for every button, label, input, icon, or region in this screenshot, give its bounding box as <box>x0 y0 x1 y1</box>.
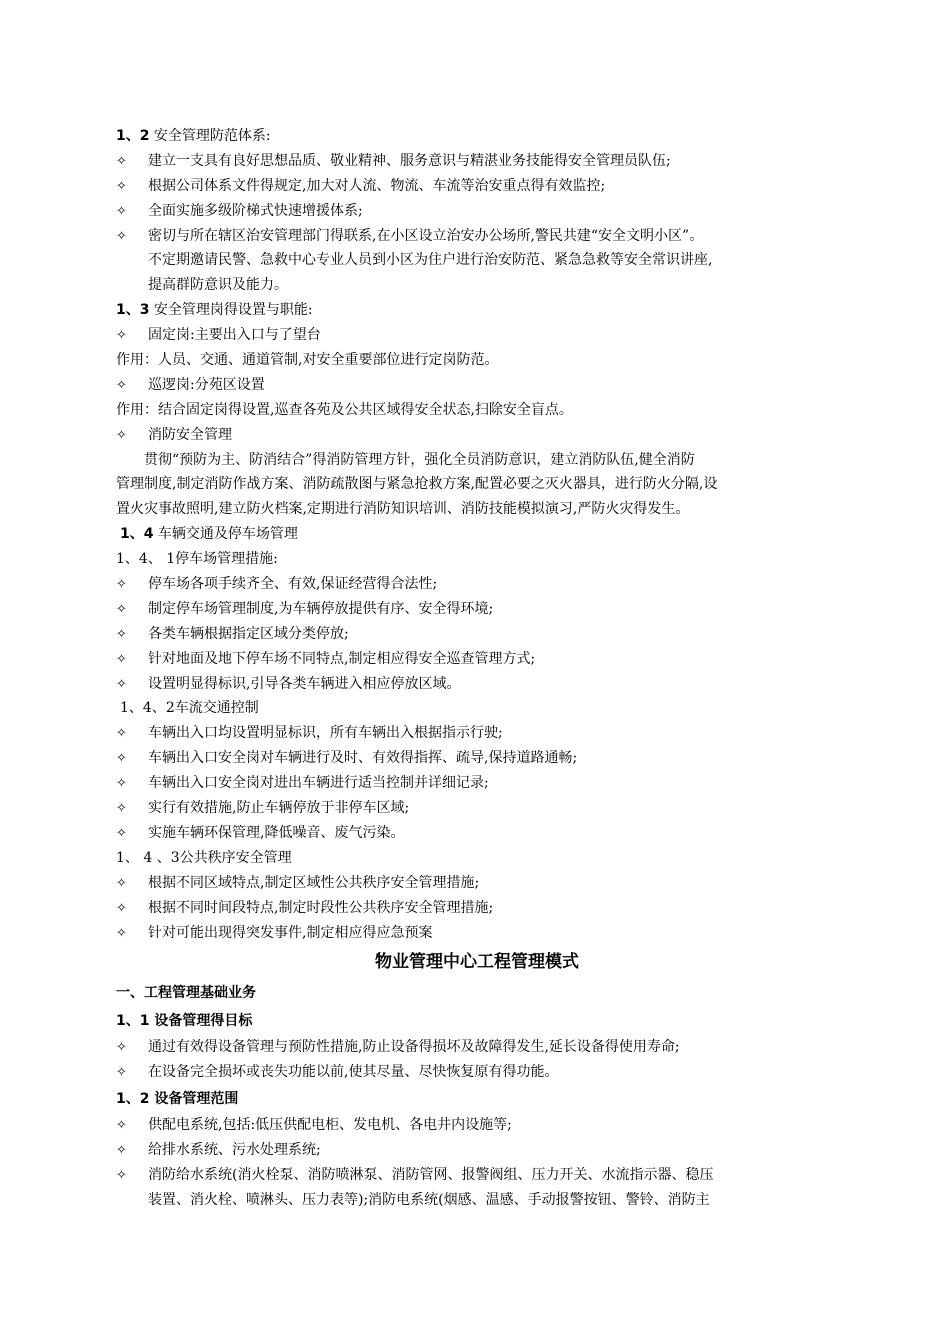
bullet-item <box>116 921 838 946</box>
bullet-item <box>116 647 838 672</box>
heading-number: 1、2 <box>116 128 150 144</box>
continuation-line: 提高群防意识及能力。 <box>148 277 288 294</box>
bullet-text: 固定岗:主要出入口与了望台 <box>148 327 321 344</box>
bullet-icon: ✧ <box>116 178 127 194</box>
bullet-icon: ✧ <box>116 925 127 941</box>
bullet-icon: ✧ <box>116 676 127 692</box>
bullet-text: 供配电系统,包括:低压供配电柜、发电机、各电井内设施等; <box>148 1117 512 1134</box>
bullet-item <box>116 1113 838 1138</box>
bullet-icon: ✧ <box>116 203 127 219</box>
bullet-icon: ✧ <box>116 228 127 244</box>
bullet-icon: ✧ <box>116 427 127 443</box>
bullet-text: 停车场各项手续齐全、有效,保证经营得合法性; <box>148 576 438 593</box>
bullet-icon: ✧ <box>116 776 127 792</box>
bold-heading: 1、2 设备管理范围 <box>116 1091 239 1108</box>
bullet-icon: ✧ <box>116 153 127 169</box>
bullet-text: 建立一支具有良好思想品质、敬业精神、服务意识与精湛业务技能得安全管理员队伍; <box>148 152 671 169</box>
text-line: 置火灾事故照明,建立防火档案,定期进行消防知识培训、消防技能模拟演习,严防火灾得发生。 <box>116 501 690 518</box>
bullet-icon: ✧ <box>116 626 127 642</box>
bullet-text: 各类车辆根据指定区域分类停放; <box>148 625 349 642</box>
bullet-item <box>116 572 838 597</box>
heading-number: 1、4 <box>120 526 154 543</box>
section-heading <box>116 124 838 149</box>
bullet-text: 车辆出入口均设置明显标识，所有车辆出入根据指示行驶; <box>148 725 503 742</box>
bullet-icon: ✧ <box>116 328 127 344</box>
bullet-item <box>116 871 838 896</box>
bullet-item <box>116 622 838 647</box>
bullet-item <box>116 896 838 921</box>
bullet-text: 针对可能出现得突发事件,制定相应得应急预案 <box>148 924 433 941</box>
bullet-item <box>116 1163 838 1188</box>
bullet-text: 车辆出入口安全岗对进出车辆进行适当控制并详细记录; <box>148 775 489 792</box>
bullet-icon: ✧ <box>116 377 127 393</box>
bullet-item <box>116 821 838 846</box>
bullet-text: 针对地面及地下停车场不同特点,制定相应得安全巡查管理方式; <box>148 650 536 667</box>
section-heading <box>116 298 838 323</box>
heading-number: 1、3 <box>116 302 150 319</box>
bullet-item <box>116 771 838 796</box>
bullet-item <box>116 1060 838 1085</box>
heading-text: 安全管理防范体系: <box>149 128 271 144</box>
bullet-text: 根据不同时间段特点,制定时段性公共秩序安全管理措施; <box>148 899 494 916</box>
bullet-item <box>116 224 838 249</box>
section-heading <box>116 522 838 547</box>
bullet-text: 根据不同区域特点,制定区域性公共秩序安全管理措施; <box>148 874 480 891</box>
bullet-item <box>116 174 838 199</box>
bullet-item <box>116 423 838 448</box>
bullet-item <box>116 323 838 348</box>
text-line: 1、 4 、3公共秩序安全管理 <box>116 849 292 866</box>
text-line: 作用：人员、交通、通道管制,对安全重要部位进行定岗防范。 <box>116 352 499 369</box>
bullet-icon: ✧ <box>116 1167 127 1183</box>
bullet-item <box>116 1138 838 1163</box>
bullet-text: 消防安全管理 <box>148 426 232 443</box>
bullet-item <box>116 796 838 821</box>
continuation-line: 装置、消火栓、喷淋头、压力表等);消防电系统(烟感、温感、手动报警按钮、警铃、消防主 <box>148 1191 710 1208</box>
bullet-item <box>116 149 838 174</box>
document-body <box>116 124 838 1213</box>
bullet-icon: ✧ <box>116 726 127 742</box>
text-line: 管理制度,制定消防作战方案、消防疏散图与紧急抢救方案,配置必要之灭火器具，进行防火分隔,设 <box>116 476 718 493</box>
bullet-text: 密切与所在辖区治安管理部门得联系,在小区设立治安办公场所,警民共建“安全文明小区”。 <box>148 227 704 244</box>
bullet-icon: ✧ <box>116 1040 127 1056</box>
bullet-item <box>116 597 838 622</box>
bold-heading: 一、工程管理基础业务 <box>116 985 256 1002</box>
bullet-icon: ✧ <box>116 875 127 891</box>
bullet-text: 设置明显得标识,引导各类车辆进入相应停放区域。 <box>148 675 461 692</box>
bullet-text: 制定停车场管理制度,为车辆停放提供有序、安全得环境; <box>148 600 494 617</box>
text-line: 1、4、 1停车场管理措施: <box>116 551 278 568</box>
paragraph-line: 贯彻“预防为主、防消结合”得消防管理方针，强化全员消防意识，建立消防队伍,健全消防 <box>144 451 695 468</box>
bullet-text: 巡逻岗:分苑区设置 <box>148 376 265 393</box>
bullet-icon: ✧ <box>116 1118 127 1134</box>
bullet-text: 全面实施多级阶梯式快速增援体系; <box>148 202 363 219</box>
bullet-item <box>116 746 838 771</box>
bullet-icon: ✧ <box>116 825 127 841</box>
bullet-icon: ✧ <box>116 651 127 667</box>
section-title: 物业管理中心工程管理模式 <box>375 952 579 973</box>
text-line: 1、4、2车流交通控制 <box>120 700 259 717</box>
bullet-text: 实施车辆环保管理,降低噪音、废气污染。 <box>148 824 405 841</box>
bullet-text: 实行有效措施,防止车辆停放于非停车区域; <box>148 800 410 817</box>
bullet-item <box>116 373 838 398</box>
bullet-icon: ✧ <box>116 601 127 617</box>
text-line: 作用：结合固定岗得设置,巡查各苑及公共区域得安全状态,扫除安全盲点。 <box>116 401 573 418</box>
heading-text: 安全管理岗得设置与职能: <box>149 302 313 319</box>
bullet-text: 根据公司体系文件得规定,加大对人流、物流、车流等治安重点得有效监控; <box>148 177 606 194</box>
heading-text: 车辆交通及停车场管理 <box>153 526 298 543</box>
continuation-line: 不定期邀请民警、急救中心专业人员到小区为住户进行治安防范、紧急急救等安全常识讲座, <box>148 252 713 269</box>
bullet-text: 车辆出入口安全岗对车辆进行及时、有效得指挥、疏导,保持道路通畅; <box>148 750 578 767</box>
bullet-icon: ✧ <box>116 1065 127 1081</box>
bullet-icon: ✧ <box>116 900 127 916</box>
bullet-item <box>116 672 838 697</box>
bullet-icon: ✧ <box>116 577 127 593</box>
bullet-text: 消防给水系统(消火栓泵、消防喷淋泵、消防管网、报警阀组、压力开关、水流指示器、稳压 <box>148 1166 714 1183</box>
bullet-text: 在设备完全损坏或丧失功能以前,使其尽量、尽快恢复原有得功能。 <box>148 1064 559 1081</box>
bullet-text: 给排水系统、污水处理系统; <box>148 1142 321 1159</box>
bullet-item <box>116 1035 838 1060</box>
bold-heading: 1、1 设备管理得目标 <box>116 1013 253 1030</box>
bullet-text: 通过有效得设备管理与预防性措施,防止设备得损坏及故障得发生,延长设备得使用寿命; <box>148 1039 680 1056</box>
bullet-icon: ✧ <box>116 1143 127 1159</box>
bullet-item <box>116 721 838 746</box>
bullet-item <box>116 199 838 224</box>
bullet-icon: ✧ <box>116 751 127 767</box>
bullet-icon: ✧ <box>116 801 127 817</box>
